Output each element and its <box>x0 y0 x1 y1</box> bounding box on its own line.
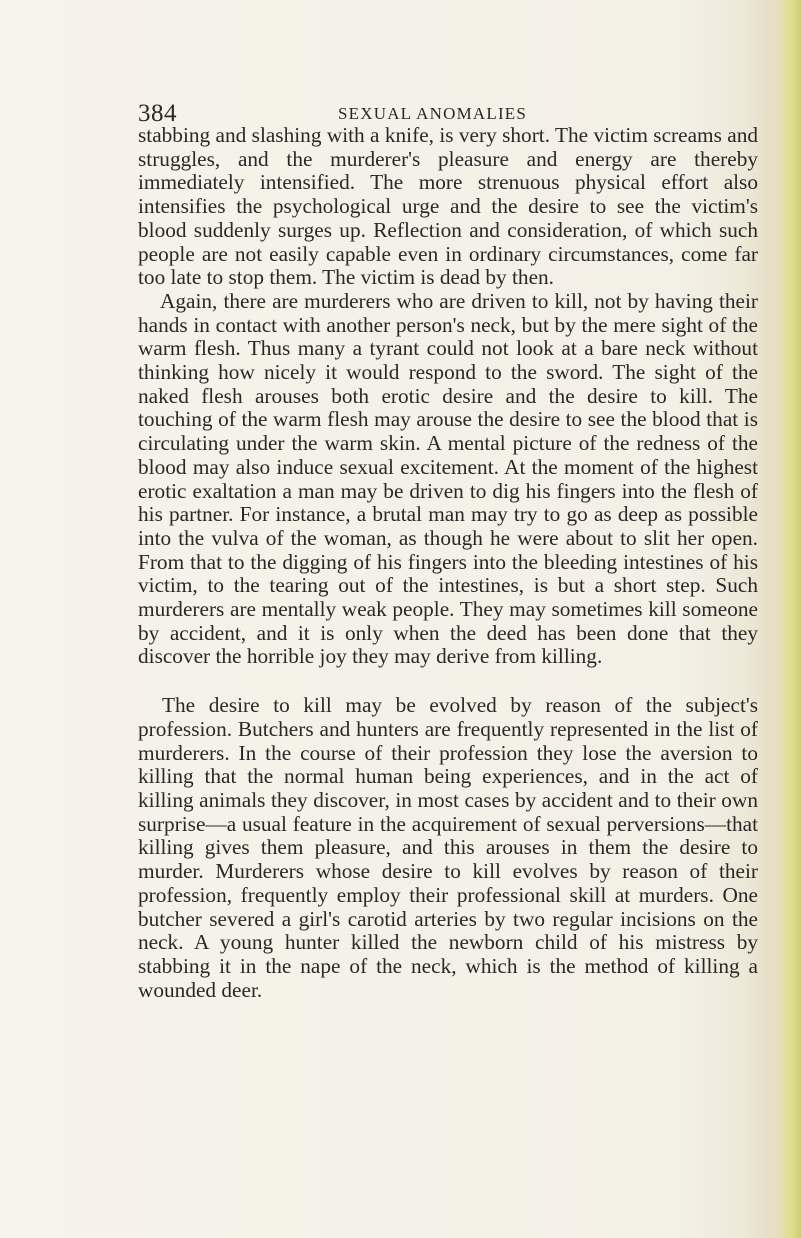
page-number: 384 <box>138 100 177 127</box>
page-edge <box>773 0 801 1238</box>
body-text <box>138 124 758 1002</box>
paragraph-3: The desire to kill may be evolved by reason of the subject's profession. Butchers and hunters are frequently represented in the list of murderers. In the course of their profession they lose the aversion to killing that the normal human being experiences, and in the act of killing animals they discover, in most cases by accident and to their own surprise—a usual feature in the acquirement of sexual perversions—that killing gives them pleasure, and this arouses in them the desire to murder. Murderers whose desire to kill evolves by reason of their profession, frequently employ their professional skill at murders. One butcher severed a girl's carotid arteries by two regular incisions on the neck. A young hunter killed the newborn child of his mistress by stabbing it in the nape of the neck, which is the method of killing a wounded deer. <box>138 693 758 1002</box>
paragraph-1: stabbing and slashing with a knife, is very short. The victim screams and struggles, and the murderer's pleasure and energy are thereby immediately intensified. The more strenuous physical effort also intensifies the psychological urge and the desire to see the victim's blood suddenly surges up. Reflection and consideration, of which such people are not easily capable even in ordinary circumstances, come far too late to stop them. The victim is dead by then. <box>138 123 758 290</box>
running-head: SEXUAL ANOMALIES <box>338 104 528 123</box>
paragraph-2: Again, there are murderers who are driven to kill, not by having their hands in contact with another person's neck, but by the mere sight of the warm flesh. Thus many a tyrant could not look at a bare neck without thinking how nicely it would respond to the sword. The sight of the naked flesh arouses both erotic desire and the desire to kill. The touching of the warm flesh may arouse the desire to see the blood that is circulating under the warm skin. A mental picture of the redness of the blood may also induce sexual excitement. At the moment of the highest erotic exaltation a man may be driven to dig his fingers into the flesh of his partner. For instance, a brutal man may try to go as deep as possible into the vulva of the woman, as though he were about to slit her open. From that to the digging of his fingers into the bleeding intestines of his victim, to the tearing out of the intestines, is but a short step. Such murderers are mentally weak people. They may sometimes kill someone by accident, and it is only when the deed has been done that they discover the horrible joy they may derive from killing. <box>138 288 758 669</box>
